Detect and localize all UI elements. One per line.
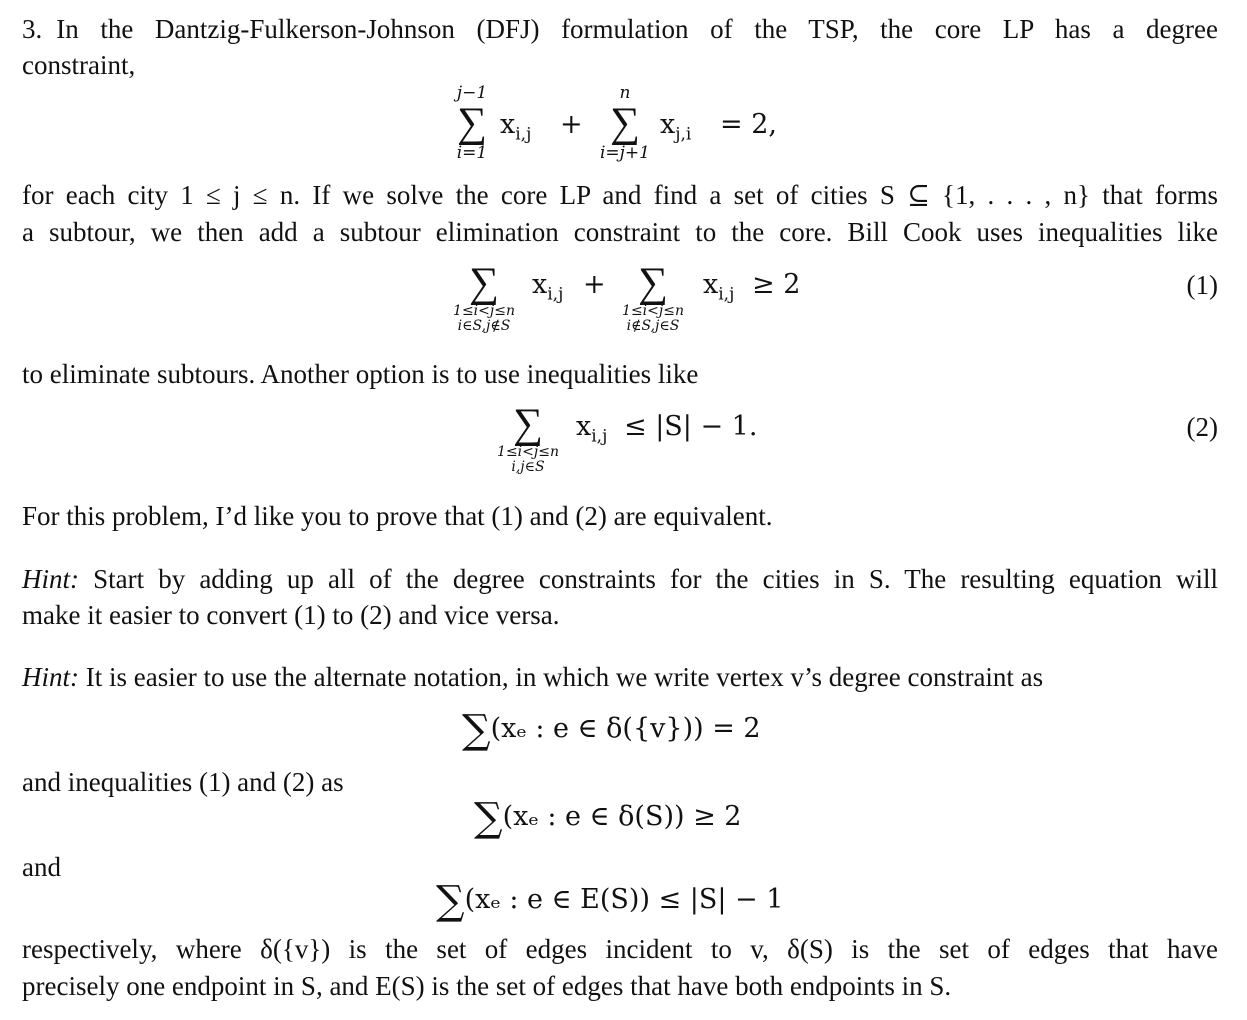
alt-equation-1 xyxy=(462,707,761,753)
para5: and inequalities (1) and (2) as xyxy=(22,767,344,797)
eq1-sum-1-lower-a: 1≤i<j≤n xyxy=(453,303,515,319)
eq2-rhs: ≤ |S| − 1. xyxy=(624,411,758,442)
eq1-term-1-sub: i,j xyxy=(547,284,564,305)
eq2-sum-lower-a: 1≤i<j≤n xyxy=(497,444,559,460)
alt-equation-3 xyxy=(436,878,784,924)
eq1-term-1-x: x xyxy=(532,269,548,300)
hint2-label: Hint: xyxy=(22,662,79,692)
alt-eq2-sigma: ∑ xyxy=(474,795,503,841)
eq1-sum-1-sigma: ∑ xyxy=(469,260,499,306)
eq1-sum-1 xyxy=(438,262,530,334)
eq2-sum-lower-b: i,j∈S xyxy=(511,459,545,475)
eq2-sum xyxy=(482,403,574,475)
alt-eq2-body: (xₑ : e ∈ δ(S)) ≥ 2 xyxy=(502,801,742,832)
eq2-label: (2) xyxy=(1186,412,1218,442)
eq1-label: (1) xyxy=(1186,270,1218,300)
intro-text-1: In the Dantzig-Fulkerson-Johnson (DFJ) formulation of the TSP, the core LP has a degree xyxy=(56,14,1218,44)
hint2-text-1: It is easier to use the alternate notation, in which we write vertex v’s degree constraint as xyxy=(85,662,1044,692)
alt-equation-2 xyxy=(474,795,742,841)
alt-eq1-body: (xₑ : e ∈ δ({v})) = 2 xyxy=(490,713,761,744)
alt-eq3-sigma: ∑ xyxy=(436,878,465,924)
degree-sum-1 xyxy=(452,84,492,162)
eq1-sum-1-lower-b: i∈S,j∉S xyxy=(457,318,511,334)
eq1-rhs: ≥ 2 xyxy=(752,269,801,300)
eq1-sum-2-lower-a: 1≤i<j≤n xyxy=(622,303,684,319)
degree-plus: + xyxy=(560,109,583,140)
hint1-text-1: Start by adding up all of the degree constraints for the cities in S. The resulting equation will xyxy=(93,564,1218,594)
para2-line-1: for each city 1 ≤ j ≤ n. If we solve the core LP and find a set of cities S ⊆ {1, . . . , n} that forms xyxy=(22,180,1218,210)
degree-term-1-x: x xyxy=(500,109,516,140)
degree-term-1-sub: i,j xyxy=(515,124,532,145)
eq2-sum-sigma: ∑ xyxy=(513,401,543,447)
degree-term-1 xyxy=(500,108,531,151)
eq2-term-x: x xyxy=(576,411,592,442)
para3: to eliminate subtours. Another option is to use inequalities like xyxy=(22,359,699,389)
final-line-1: respectively, where δ({v}) is the set of edges incident to v, δ(S) is the set of edges that have xyxy=(22,934,1218,964)
eq1-term-2-x: x xyxy=(703,269,719,300)
eq1-sum-2 xyxy=(607,262,699,334)
degree-sum-2-sigma: ∑ xyxy=(610,100,640,146)
hint2-line-1 xyxy=(22,660,1218,694)
degree-sum-2-upper: n xyxy=(619,83,631,103)
degree-sum-1-lower: i=1 xyxy=(456,143,488,163)
degree-sum-2-lower: i=j+1 xyxy=(599,143,650,163)
degree-sum-1-sigma: ∑ xyxy=(457,100,487,146)
degree-rhs: = 2, xyxy=(720,109,777,140)
intro-line-2: constraint, xyxy=(22,50,136,80)
para6: and xyxy=(22,852,61,882)
hint1-line-1 xyxy=(22,562,1218,596)
eq1-plus: + xyxy=(583,269,606,300)
final-line-2: precisely one endpoint in S, and E(S) is the set of edges that have both endpoints in S. xyxy=(22,971,952,1001)
eq2-term-sub: i,j xyxy=(591,426,608,447)
problem-number: 3. xyxy=(22,14,43,44)
degree-sum-2 xyxy=(592,84,658,162)
para4: For this problem, I’d like you to prove that (1) and (2) are equivalent. xyxy=(22,501,773,531)
eq1-term-1 xyxy=(532,268,563,311)
eq1-sum-2-sigma: ∑ xyxy=(638,260,668,306)
degree-term-2-x: x xyxy=(660,109,676,140)
intro-line-1 xyxy=(22,12,1218,46)
para2-line-2: a subtour, we then add a subtour elimination constraint to the core. Bill Cook uses inequalities like xyxy=(22,217,1218,247)
eq1-sum-2-lower-b: i∉S,j∈S xyxy=(626,318,680,334)
hint1-label: Hint: xyxy=(22,564,79,594)
degree-term-2-sub: j,i xyxy=(675,124,692,145)
eq2-term xyxy=(576,410,607,453)
eq1-term-2-sub: i,j xyxy=(718,284,735,305)
alt-eq3-body: (xₑ : e ∈ E(S)) ≤ |S| − 1 xyxy=(464,884,784,915)
degree-sum-1-upper: j−1 xyxy=(456,83,488,103)
degree-term-2 xyxy=(660,108,691,151)
hint1-line-2: make it easier to convert (1) to (2) and vice versa. xyxy=(22,600,560,630)
alt-eq1-sigma: ∑ xyxy=(462,707,491,753)
eq1-term-2 xyxy=(703,268,734,311)
